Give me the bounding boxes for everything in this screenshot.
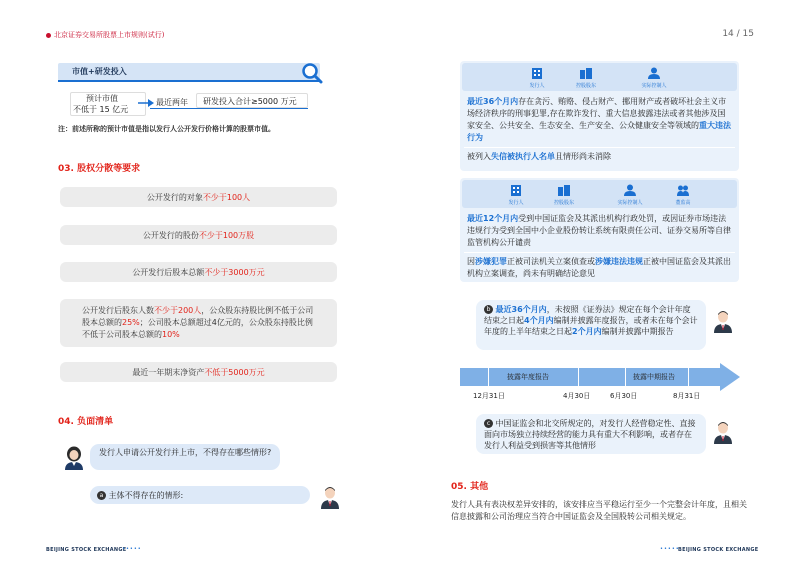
panel-2-t6: 涉嫌违法违规	[595, 257, 643, 266]
timeline-date-2: 4月30日	[563, 392, 591, 400]
panel-1-text-1	[467, 96, 733, 144]
section-5-text: 发行人具有表决权差异安排的，该安排应当平稳运行至少一个完整会计年度，且相关信息披露和公司治理应当符合中国证监会及全国股转公司相关规定。	[451, 500, 747, 521]
icon-label-actual-controller-2: 实际控制人	[617, 200, 643, 206]
panel-1-separator	[464, 147, 735, 148]
req4-p4: 25%	[122, 318, 140, 327]
panel-2-text-1	[467, 213, 733, 249]
avatar-male	[712, 309, 734, 333]
icon-label-issuer-2: 发行人	[508, 200, 524, 206]
rd-label: 研发投入合计≥5000 万元	[203, 97, 297, 106]
header-dot	[46, 33, 51, 38]
req4-p1: 公开发行后股东人数	[82, 306, 154, 315]
requirement-4	[60, 299, 337, 347]
rd-underline	[150, 108, 308, 109]
section-5-title: 05. 其他	[451, 482, 489, 492]
building-icon	[531, 67, 543, 79]
answer-bubble	[90, 486, 310, 504]
requirement-1	[60, 187, 337, 207]
req4-p6: 10%	[162, 330, 180, 339]
req4-p3: ，公众股东持股比例不低于公司股本总额的	[82, 306, 314, 327]
timeline-arrow	[720, 363, 740, 391]
panel-1-t1: 最近36个月内	[467, 97, 519, 106]
question-text: 发行人申请公开发行并上市，不得存在哪些情形?	[99, 448, 272, 457]
timeline-tick	[625, 368, 626, 386]
panel-2-t1: 最近12个月内	[467, 214, 519, 223]
note-b-t5: 2个月内	[572, 327, 602, 336]
req1-highlight: 不少于100人	[202, 192, 251, 202]
requirement-2	[60, 225, 337, 245]
people-icon	[677, 184, 689, 196]
note-c-text: 中国证监会和北交所规定的，对发行人经营稳定性、直接面向市场独立持续经营的能力具有重大不利影响，或者存在发行人利益受到损害等其他情形	[484, 419, 696, 450]
search-bar-text: 市值+研发投入	[72, 67, 127, 76]
req2-highlight: 不少于100万股	[198, 230, 255, 240]
building-icon	[510, 184, 522, 196]
timeline-date-1: 12月31日	[473, 392, 505, 400]
avatar-female	[63, 446, 85, 470]
panel-2-t5: 正被司法机关立案侦查或	[507, 257, 595, 266]
req4-p2: 不少于200人	[154, 306, 202, 315]
building-icon	[558, 184, 570, 196]
magnifier-icon	[300, 62, 324, 84]
header-title: 北京证券交易所股票上市规则(试行)	[54, 31, 165, 39]
req5-text: 最近一年期末净资产	[132, 367, 205, 377]
footer-left: BEIJING STOCK EXCHANGE	[46, 547, 127, 553]
avatar-male	[319, 485, 341, 509]
footer-dots-right: •••••	[660, 546, 680, 552]
timeline-label-annual: 披露年度报告	[507, 373, 549, 381]
panel-2-separator	[464, 252, 735, 253]
market-cap-label-2: 不低于 15 亿元	[73, 105, 129, 114]
note-c-marker: c	[484, 419, 493, 428]
timeline-tick	[688, 368, 689, 386]
panel-2-t3: 因	[467, 257, 475, 266]
person-icon	[648, 67, 660, 79]
period-label: 最近两年	[156, 98, 188, 107]
timeline-tick	[488, 368, 489, 386]
search-bar-underline	[58, 80, 320, 82]
panel-1-t3: 重大违法行为	[467, 121, 731, 142]
panel-1-t6: 且情形尚未消除	[555, 152, 611, 161]
timeline-date-3: 6月30日	[610, 392, 638, 400]
req3-highlight: 不少于3000万元	[204, 267, 265, 277]
section-4-title: 04. 负面清单	[58, 417, 114, 427]
icon-label-directors: 董监高	[675, 200, 691, 206]
note-b-t1: 最近36个月内	[495, 305, 547, 314]
panel-1-t5: 失信被执行人名单	[491, 152, 555, 161]
note-text: 注：前述所称的预计市值是指以发行人公开发行价格计算的股票市值。	[58, 125, 275, 133]
note-b-box	[476, 300, 706, 350]
req4-p5: ；公司股本总额超过4亿元的，公众股东持股比例不低于公司股本总额的	[82, 318, 313, 339]
answer-text: 主体不得存在的情形:	[108, 491, 184, 500]
section-3-title: 03. 股权分散等要求	[58, 164, 141, 174]
panel-2-t2: 受到中国证监会及其派出机构行政处罚，或因证券市场违法违规行为受到全国中小企业股份转让系统有限责任公司、证券交易所等自律监管机构公开谴责	[467, 214, 731, 247]
req1-text: 公开发行的对象	[146, 192, 203, 202]
icon-label-actual-controller: 实际控制人	[641, 83, 667, 89]
question-bubble	[90, 444, 280, 470]
timeline-date-4: 8月31日	[673, 392, 701, 400]
answer-marker: a	[97, 491, 106, 500]
note-b-marker: b	[484, 305, 493, 314]
req2-text: 公开发行的股份	[142, 230, 199, 240]
avatar-male	[712, 420, 734, 444]
note-b-t6: 编制并披露中期报告	[601, 327, 674, 336]
icon-label-controlling-shareholder: 控股股东	[575, 83, 596, 89]
building-icon	[580, 67, 592, 79]
footer-right: BEIJING STOCK EXCHANGE	[678, 547, 759, 553]
note-b-t2: ，未按照《证券法》规定在每个会计年度结束之日起	[484, 305, 691, 325]
req5-highlight: 不低于5000万元	[204, 367, 265, 377]
footer-dots-left: •••••	[122, 546, 142, 552]
panel-2-t4: 涉嫌犯罪	[475, 257, 507, 266]
market-cap-label-1: 预计市值	[86, 94, 118, 103]
timeline-tick	[578, 368, 579, 386]
timeline-bar	[460, 368, 722, 386]
panel-1-t2: 存在贪污、贿赂、侵占财产、挪用财产或者破坏社会主义市场经济秩序的刑事犯罪,存在欺诈发行、重大信息披露违法或者其他涉及国家安全、公共安全、生态安全、生产安全、公众健康安全等领域的	[467, 97, 727, 130]
icon-label-issuer: 发行人	[529, 83, 545, 89]
timeline-label-interim: 披露中期报告	[633, 373, 675, 381]
panel-2-text-2	[467, 256, 733, 280]
requirement-3	[60, 262, 337, 282]
page-number: 14 / 15	[722, 29, 754, 39]
panel-1-t4: 被列入	[467, 152, 491, 161]
note-b-t4: 编制并披露年度报告，或者未在每个会计年度的上半年结束之日起	[484, 316, 698, 336]
panel-1-text-2	[467, 151, 733, 163]
requirement-5	[60, 362, 337, 382]
panel-2-t7: 正被中国证监会及其派出机构立案调查，尚未有明确结论意见	[467, 257, 731, 278]
person-icon	[624, 184, 636, 196]
req3-text: 公开发行后股本总额	[132, 267, 205, 277]
note-c-box	[476, 414, 706, 454]
icon-label-controlling-shareholder-2: 控股股东	[553, 200, 574, 206]
note-b-t3: 4个月内	[524, 316, 554, 325]
